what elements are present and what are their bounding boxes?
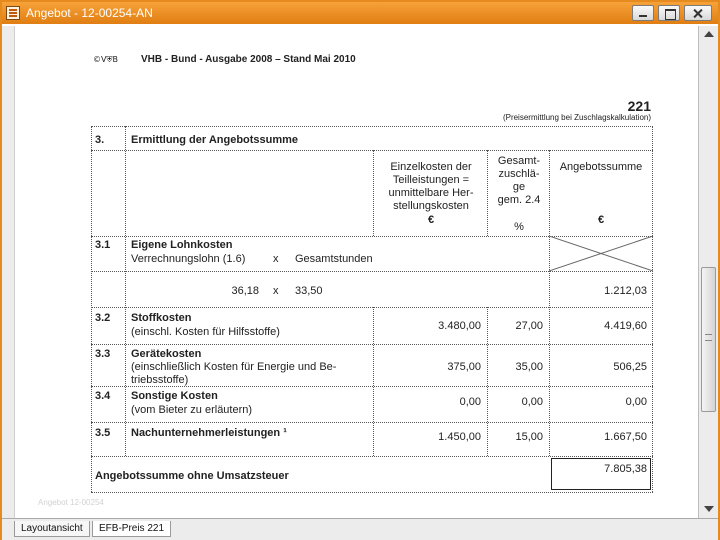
grid-line: [652, 126, 653, 492]
title-bar[interactable]: [2, 2, 718, 24]
col-header-surcharge: ge: [512, 181, 526, 193]
row-cost: 3.480,00: [438, 320, 481, 332]
row-sub: Gesamtstunden: [295, 253, 373, 265]
grid-line: [91, 492, 653, 493]
col-header-surcharge: zuschlä-: [498, 168, 540, 180]
window-title: Angebot - 12-00254-AN: [26, 6, 153, 20]
page-number: 221: [627, 98, 651, 114]
document-view[interactable]: [14, 26, 698, 518]
section-title: Ermittlung der Angebotssumme: [131, 134, 299, 146]
col-header-sum: Angebotssumme: [559, 161, 643, 173]
page-subtitle: (Preisermittlung bei Zuschlagskalkulation): [502, 113, 651, 122]
grid-line: [487, 150, 488, 236]
tab-layoutansicht[interactable]: Layoutansicht: [14, 521, 90, 537]
row-title: Eigene Lohnkosten: [131, 239, 233, 251]
grid-line: [373, 307, 374, 456]
row-sub: (einschließlich Kosten für Energie und Be-: [131, 361, 337, 373]
row-sum: 4.419,60: [604, 320, 647, 332]
grid-line: [91, 307, 653, 308]
row-sub: Verrechnungslohn (1.6): [131, 253, 246, 265]
row-title: Sonstige Kosten: [131, 390, 218, 402]
vertical-scrollbar[interactable]: [698, 26, 718, 518]
row-number: 3.4: [95, 390, 111, 402]
sheet-tab-bar: [2, 518, 718, 540]
row-percent: 15,00: [515, 431, 543, 443]
col-header-costs: stellungskosten: [393, 200, 469, 212]
col-header-surcharge: Gesamt-: [497, 155, 541, 167]
col-header-costs: Teilleistungen =: [392, 174, 470, 186]
grid-line: [125, 126, 126, 456]
row-number: 3.1: [95, 239, 111, 251]
col-header-costs: Einzelkosten der: [390, 161, 472, 173]
row-percent: 35,00: [515, 361, 543, 373]
grid-line: [487, 307, 488, 456]
row-title: Gerätekosten: [131, 348, 202, 360]
left-gutter: [2, 26, 14, 518]
row-sum: 1.212,03: [604, 285, 647, 297]
grid-line: [91, 456, 653, 457]
row-value-wage: 36,18: [231, 285, 259, 297]
section-number: 3.: [95, 134, 105, 146]
row-cost: 1.450,00: [438, 431, 481, 443]
grid-line: [91, 150, 653, 151]
close-button[interactable]: [684, 5, 712, 21]
total-value: 7.805,38: [604, 463, 647, 475]
document-header: VHB - Bund - Ausgabe 2008 – Stand Mai 2010: [141, 54, 356, 65]
grid-line: [549, 150, 550, 456]
col-header-costs: unmittelbare Her-: [388, 187, 474, 199]
grid-line: [91, 386, 653, 387]
row-sum: 506,25: [613, 361, 647, 373]
row-sum: 0,00: [625, 396, 647, 408]
row-percent: 27,00: [515, 320, 543, 332]
scroll-thumb[interactable]: [701, 267, 716, 412]
watermark-text: Angebot 12-00254: [38, 498, 104, 507]
vhb-logo: ©V⛨B: [93, 55, 118, 64]
row-sum: 1.667,50: [604, 431, 647, 443]
row-number: 3.3: [95, 348, 111, 360]
scroll-down-arrow-icon[interactable]: [701, 502, 716, 516]
crossed-out-cell: [549, 236, 653, 271]
row-value-hours: 33,50: [295, 285, 323, 297]
tab-efb-preis-221[interactable]: EFB-Preis 221: [92, 521, 171, 537]
col-header-costs-unit: €: [427, 214, 435, 226]
grid-line: [373, 150, 374, 236]
row-cost: 0,00: [459, 396, 481, 408]
col-header-surcharge-unit: %: [514, 221, 524, 233]
grid-line: [91, 126, 92, 492]
row-sub: triebsstoffe): [131, 374, 189, 386]
scroll-up-arrow-icon[interactable]: [701, 28, 716, 42]
row-multiply: x: [273, 285, 279, 297]
col-header-sum-unit: €: [597, 214, 605, 226]
grip-icon: [705, 334, 712, 341]
grid-line: [91, 126, 653, 127]
row-title: Nachunternehmerleistungen ¹: [131, 427, 287, 439]
row-title: Stoffkosten: [131, 312, 192, 324]
row-percent: 0,00: [521, 396, 543, 408]
maximize-button[interactable]: [658, 5, 680, 21]
grid-line: [91, 344, 653, 345]
grid-line: [91, 271, 653, 272]
app-icon[interactable]: [6, 6, 20, 20]
row-sub: (vom Bieter zu erläutern): [131, 404, 253, 416]
total-label: Angebotssumme ohne Umsatzsteuer: [95, 470, 289, 482]
row-number: 3.5: [95, 427, 111, 439]
col-header-surcharge: gem. 2.4: [497, 194, 541, 206]
row-multiply: x: [273, 253, 279, 265]
grid-line: [91, 422, 653, 423]
row-sub: (einschl. Kosten für Hilfsstoffe): [131, 326, 280, 338]
row-cost: 375,00: [447, 361, 481, 373]
minimize-button[interactable]: [632, 5, 654, 21]
row-number: 3.2: [95, 312, 111, 324]
pricing-table: [91, 126, 653, 493]
